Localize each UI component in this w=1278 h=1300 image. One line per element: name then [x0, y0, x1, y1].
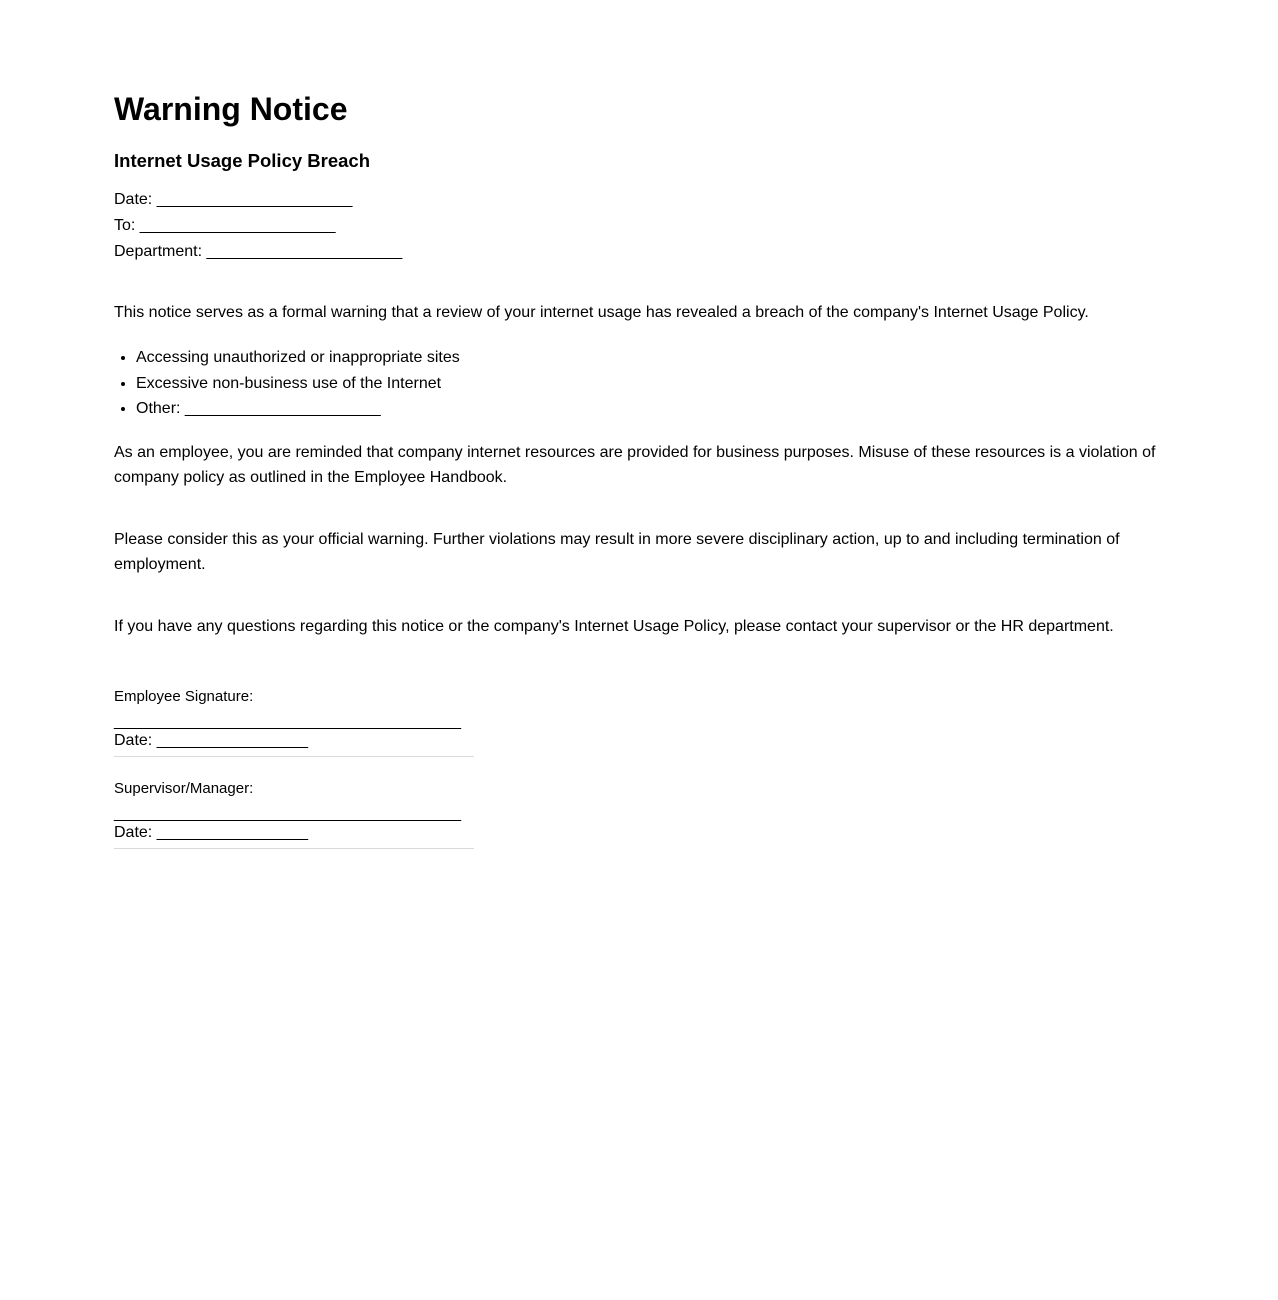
- employee-signature-line: _______________________________________: [114, 713, 462, 730]
- list-item: • Excessive non-business use of the Internet: [136, 371, 460, 397]
- reminder-paragraph: As an employee, you are reminded that company internet resources are provided for business purposes. Misuse of these resources is a violation of company policy as outlined in the Employee Handbook.: [114, 444, 1156, 486]
- to-field: To: ______________________: [114, 217, 336, 234]
- department-field: Department: ______________________: [114, 243, 403, 260]
- date-field: Date: ______________________: [114, 191, 353, 208]
- employee-signature-block: [114, 687, 474, 757]
- contact-paragraph: If you have any questions regarding this notice or the company's Internet Usage Policy, please contact your supervisor or the HR department.: [114, 618, 1114, 635]
- list-item: • Other: ______________________: [136, 396, 460, 422]
- intro-paragraph: This notice serves as a formal warning that a review of your internet usage has revealed a breach of the company's Internet Usage Policy.: [114, 304, 1089, 321]
- employee-signature-label: Employee Signature:: [114, 688, 254, 705]
- list-item: • Accessing unauthorized or inappropriate sites: [136, 345, 460, 371]
- warning-paragraph: Please consider this as your official warning. Further violations may result in more severe disciplinary action, up to and including termination of employment.: [114, 531, 1120, 573]
- supervisor-signature-line: _______________________________________: [114, 805, 462, 822]
- supervisor-signature-label: Supervisor/Manager:: [114, 780, 254, 797]
- employee-signature-date: Date: _________________: [114, 732, 308, 749]
- supervisor-signature-block: [114, 779, 474, 849]
- violation-list: [114, 345, 460, 422]
- page-title: Warning Notice: [114, 91, 348, 127]
- supervisor-signature-date: Date: _________________: [114, 824, 308, 841]
- page-subtitle: Internet Usage Policy Breach: [114, 150, 371, 171]
